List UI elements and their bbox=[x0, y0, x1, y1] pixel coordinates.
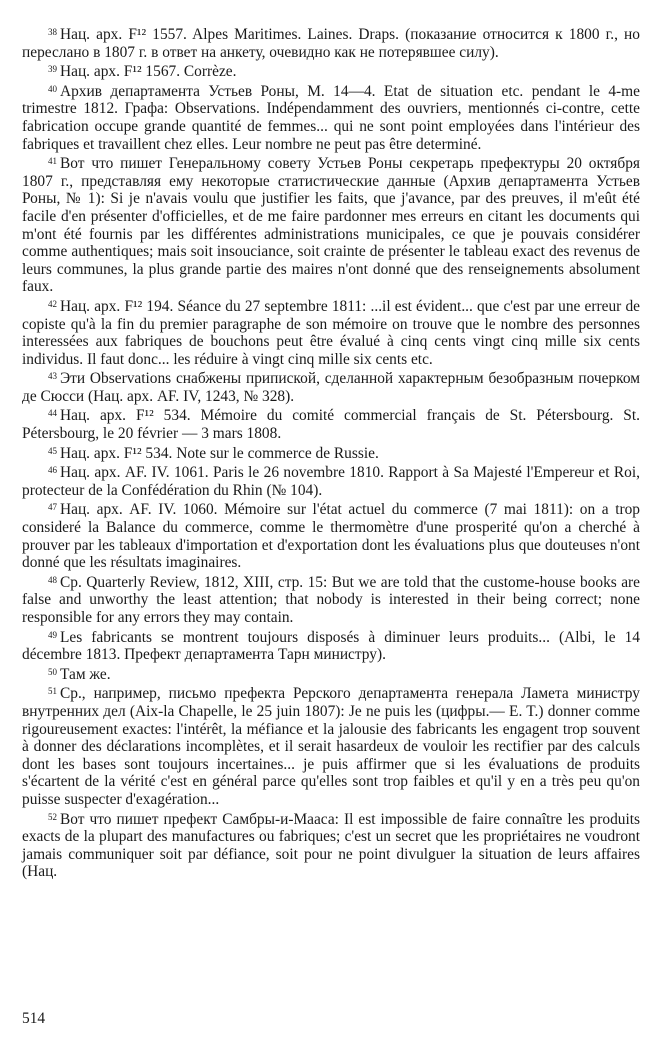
footnote-number: 48 bbox=[48, 574, 57, 585]
footnote-number: 52 bbox=[48, 811, 57, 822]
footnote-text: Нац. арх. AF. IV. 1061. Paris le 26 novembre 1810. Rapport à Sa Majesté l'Empereur et Roi, protecteur de la Confédération du Rhin (№ 104). bbox=[22, 464, 640, 499]
footnote-40 bbox=[22, 81, 640, 153]
footnote-43 bbox=[22, 368, 640, 405]
footnote-52 bbox=[22, 809, 640, 881]
footnote-49 bbox=[22, 627, 640, 664]
footnote-number: 39 bbox=[48, 64, 57, 75]
footnote-42 bbox=[22, 296, 640, 368]
footnote-50 bbox=[22, 664, 640, 684]
footnote-number: 51 bbox=[48, 686, 57, 697]
footnote-38 bbox=[22, 24, 640, 61]
footnote-text: Вот что пишет префект Самбры-и-Мааса: Il est impossible de faire connaître les produits exacts de la plupart des manufactures ou fabriques; c'est un secret que les propriétaires ne voudront jamais communiquer soit par défiance, soit pour ne point divulguer la situation de leurs affaires (Нац. bbox=[22, 810, 640, 881]
footnote-51 bbox=[22, 683, 640, 808]
footnote-45 bbox=[22, 443, 640, 463]
footnote-number: 43 bbox=[48, 371, 57, 382]
footnote-number: 41 bbox=[48, 156, 57, 167]
footnote-number: 46 bbox=[48, 465, 57, 476]
footnote-text: Нац. арх. AF. IV. 1060. Mémoire sur l'état actuel du commerce (7 mai 1811): on a trop consideré la Balance du commerce, comme le thermomètre d'une prosperité qu'on a cherché à prouver par les tableaux d'importation et d'exportation dont les évaluations plus que douteuses n'ont donné que les résultats imaginaires. bbox=[22, 501, 640, 572]
footnote-number: 47 bbox=[48, 502, 57, 513]
footnote-47 bbox=[22, 499, 640, 571]
footnote-text: Архив департамента Устьев Роны, M. 14—4. Etat de situation etc. pendant le 4-me trimestre 1812. Графа: Observations. Indépendamment des ouvriers, mentionnés ci-contre, cette fabrication occupe grande quantité de femmes... qui ne sont point employées dans l'intérieur des fabriques et travaillent chez elles. Leur nombre ne peut pas être determiné. bbox=[22, 82, 640, 153]
footnote-text: Ср., например, письмо префекта Рерского департамента генерала Ламета министру внутренних дел (Aix-la Chapelle, le 25 juin 1807): Je ne puis les (цифры.— E. T.) donner comme rigoureusement exactes: l'intérêt, la méfiance et la jalousie des fabricants les engagent trop souvent à donner des déclarations incomplètes, et il serait hasardeux de vouloir les rectifier par des calculs dont les bases sont toujours incertaines... je puis affirmer que si les évaluations de produits s'écartent de la vérité c'est en général parce qu'elles sont trop faibles et qu'il y en a très peu qu'on puisse suspecter d'exagération... bbox=[22, 685, 640, 808]
footnote-text: Нац. арх. F¹² 534. Mémoire du comité commercial français de St. Pétersbourg. St. Pétersbourg, le 20 février — 3 mars 1808. bbox=[22, 407, 640, 443]
footnote-39 bbox=[22, 61, 640, 81]
footnote-text: Нац. арх. F¹² 1567. Corrèze. bbox=[60, 63, 237, 81]
footnote-number: 44 bbox=[48, 408, 57, 419]
footnote-number: 49 bbox=[48, 629, 57, 640]
footnotes-block bbox=[22, 24, 640, 881]
footnote-41 bbox=[22, 153, 640, 296]
footnote-number: 45 bbox=[48, 445, 57, 456]
footnote-text: Нац. арх. F¹² 194. Séance du 27 septembre 1811: ...il est évident... que c'est par une erreur de copiste qu'à la fin du premier paragraphe de son mémoire on trouve que le nombre des personnes interessées aux fabriques de bouchons peut être évalué à cinq cents vingt cinq mille six cents individus. Il faut donc... les réduire à vingt cinq mille six cents etc. bbox=[22, 297, 640, 368]
footnote-number: 50 bbox=[48, 666, 57, 677]
footnote-text: Les fabricants se montrent toujours disposés à diminuer leurs produits... (Albi, le 14 décembre 1813. Префект департамента Тарн министру). bbox=[22, 628, 640, 664]
page-number: 514 bbox=[22, 1010, 46, 1027]
footnote-text: Ср. Quarterly Review, 1812, XIII, стр. 15: But we are told that the custome-house books are false and unworthy the least attention; that nobody is interested in their being correct; none responsible for any errors they may contain. bbox=[22, 573, 640, 626]
footnote-text: Там же. bbox=[60, 665, 111, 683]
footnote-46 bbox=[22, 462, 640, 499]
footnote-48 bbox=[22, 572, 640, 627]
footnote-44 bbox=[22, 405, 640, 442]
footnote-number: 38 bbox=[48, 27, 57, 37]
footnote-number: 42 bbox=[48, 298, 57, 309]
footnote-text: Эти Observations снабжены припиской, сделанной характерным безобразным почерком де Сюсси (Нац. арх. AF. IV, 1243, № 328). bbox=[22, 370, 640, 405]
footnote-number: 40 bbox=[48, 83, 57, 94]
footnote-text: Вот что пишет Генеральному совету Устьев Роны секретарь префектуры 20 октября 1807 г., представляя ему некоторые статистические данные (Архив департамента Устьев Роны, № 1): Si je n'avais voulu que justifier les faits, que j'avance, par des preuves, il m'eût été facile d'en présenter d'officielles, et de me faire pardonner mes erreurs en citant les documents qui m'ont été fournis par les différentes administrations municipales, ce que je pouvais considérer comme authentiques; mais soit insouciance, soit crainte de présenter le tableau exact des revenus de leurs communes, la plus grande partie des maires n'ont donné que des renseignements absolument faux. bbox=[22, 155, 640, 296]
footnote-text: Нац. арх. F¹² 534. Note sur le commerce de Russie. bbox=[60, 444, 379, 462]
footnote-text: Нац. арх. F¹² 1557. Alpes Maritimes. Laines. Draps. (показание относится к 1800 г., но переслано в 1807 г. в ответ на анкету, очевидно как не потерявшее силу). bbox=[22, 26, 640, 61]
